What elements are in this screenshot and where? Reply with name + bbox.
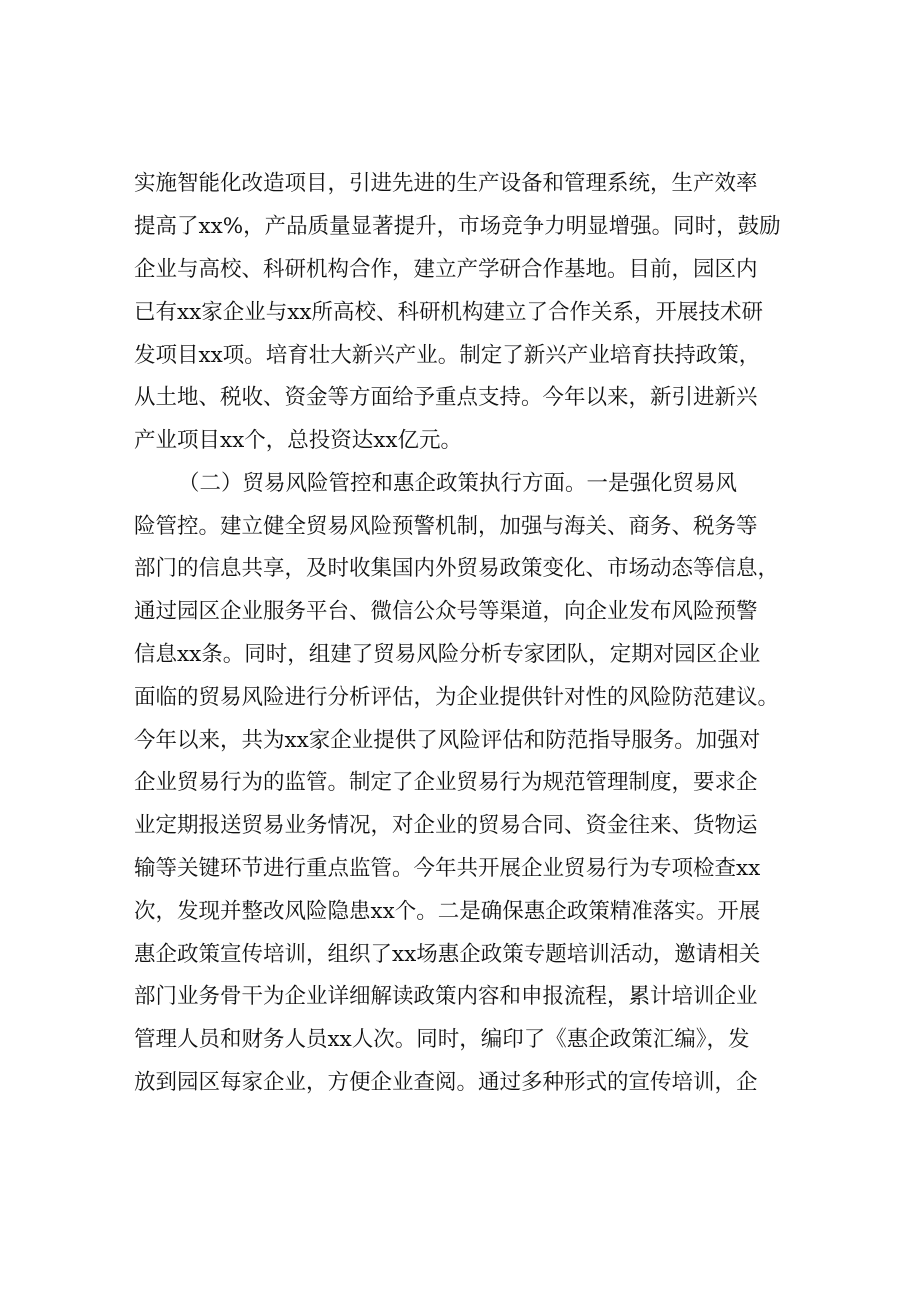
paragraph-line: 发项目xx项。培育壮大新兴产业。制定了新兴产业培育扶持政策， — [134, 343, 761, 368]
paragraph-line: 从土地、税收、资金等方面给予重点支持。今年以来，新引进新兴 — [134, 385, 758, 410]
paragraph-line: 通过园区企业服务平台、微信公众号等渠道，向企业发布风险预警 — [134, 599, 758, 624]
paragraph-line: 企业贸易行为的监管。制定了企业贸易行为规范管理制度，要求企 — [134, 770, 758, 795]
paragraph-line: 放到园区每家企业，方便企业查阅。通过多种形式的宣传培训，企 — [134, 1070, 758, 1095]
paragraph-line: 惠企政策宣传培训，组织了xx场惠企政策专题培训活动，邀请相关 — [134, 942, 761, 967]
paragraph-line: 提高了xx%，产品质量显著提升，市场竞争力明显增强。同时，鼓励 — [134, 214, 781, 239]
paragraph-line: 部门业务骨干为企业详细解读政策内容和申报流程，累计培训企业 — [134, 984, 758, 1009]
paragraph-line: 面临的贸易风险进行分析评估，为企业提供针对性的风险防范建议。 — [134, 685, 780, 710]
paragraph-line: 信息xx条。同时，组建了贸易风险分析专家团队，定期对园区企业 — [134, 642, 761, 667]
paragraph-line: 输等关键环节进行重点监管。今年共开展企业贸易行为专项检查xx — [134, 856, 761, 881]
paragraph-line: 已有xx家企业与xx所高校、科研机构建立了合作关系，开展技术研 — [134, 300, 764, 325]
paragraph-line: 管理人员和财务人员xx人次。同时，编印了《惠企政策汇编》，发 — [134, 1027, 750, 1052]
paragraph-line: 次，发现并整改风险隐患xx个。二是确保惠企政策精准落实。开展 — [134, 899, 761, 924]
paragraph-line: 今年以来，共为xx家企业提供了风险评估和防范指导服务。加强对 — [134, 728, 761, 753]
section-heading-line: （二）贸易风险管控和惠企政策执行方面。一是强化贸易风 — [178, 471, 738, 496]
paragraph-line: 部门的信息共享，及时收集国内外贸易政策变化、市场动态等信息， — [134, 556, 780, 581]
paragraph-line: 业定期报送贸易业务情况，对企业的贸易合同、资金往来、货物运 — [134, 813, 758, 838]
paragraph-line: 实施智能化改造项目，引进先进的生产设备和管理系统，生产效率 — [134, 171, 758, 196]
paragraph-line: 险管控。建立健全贸易风险预警机制，加强与海关、商务、税务等 — [134, 514, 758, 539]
paragraph-line: 企业与高校、科研机构合作，建立产学研合作基地。目前，园区内 — [134, 257, 758, 282]
paragraph-line: 产业项目xx个，总投资达xx亿元。 — [134, 428, 463, 453]
